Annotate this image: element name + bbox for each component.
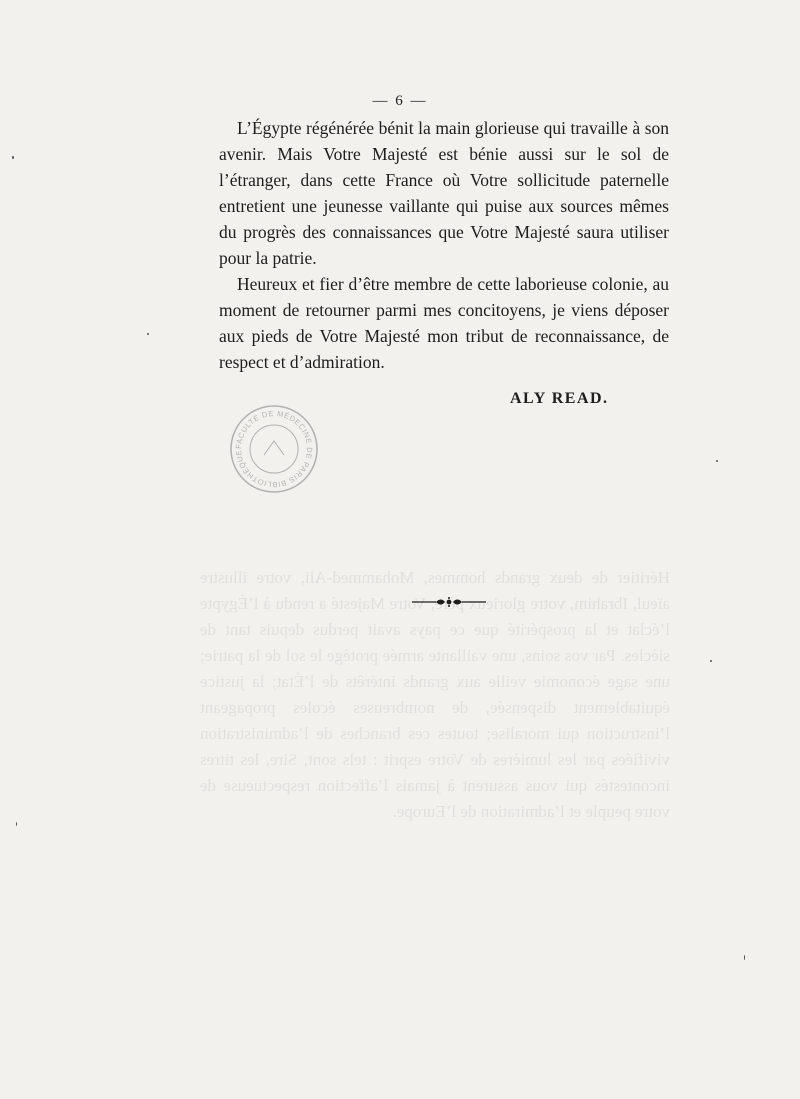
fleuron-icon (412, 596, 486, 608)
signature: ALY READ. (510, 390, 609, 407)
svg-text:FACULTÉ DE MÉDECINE DE PARIS B (234, 409, 314, 489)
paragraph-1: L’Égypte régénérée bénit la main glorieuse qui travaille à son avenir. Mais Votre Majesté est bénie aussi sur le sol de l’étranger, dans cette France où Votre sollicitude paternelle entretient une jeunesse vaillante qui puise aux sources mêmes du progrès des connaissances que Votre Majesté saura utiliser pour la patrie. (219, 118, 669, 268)
library-stamp-icon (228, 403, 320, 495)
page-number: — 6 — (372, 93, 428, 109)
body-text (219, 115, 669, 375)
stamp-text: FACULTÉ DE MÉDECINE DE PARIS BIBLIOTHÈQUE (233, 408, 315, 490)
paragraph-2: Heureux et fier d’être membre de cette laborieuse colonie, au moment de retourner parmi mes concitoyens, je viens déposer aux pieds de Votre Majesté mon tribut de reconnaissance, de respect et d’admiration. (219, 274, 669, 372)
bleed-through-text: Héritier de deux grands hommes, Mohammed-Ali, votre illustre aïeul, Ibrahim, votre glorieux père, Votre Majesté a rendu à l’Égypte l’éclat et la prospérité que ce pays avait perdus depuis tant de siècles. Par vos soins, une vaillante armée protège le sol de la patrie; une sage économie veille aux grands intérêts de l’État; la justice équitablement dispensée, de nombreuses écoles propageant l’instruction qui moralise; toutes ces branches de l’administration vivifiées par les lumières de Votre esprit : tels sont, Sire, les titres incontestés qui vous assurent à jamais l’affection respectueuse de votre peuple et l’admiration de l’Europe. (200, 568, 670, 821)
